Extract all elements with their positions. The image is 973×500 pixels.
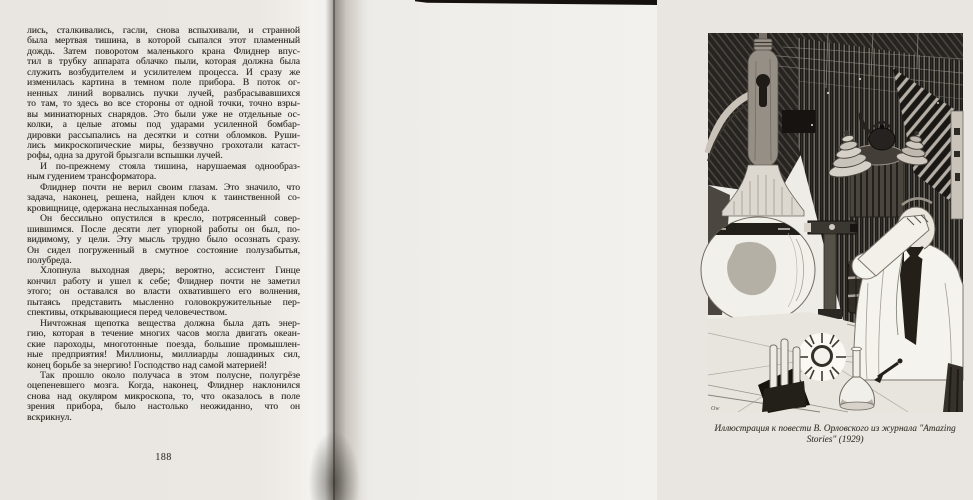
text-line: вы миниатюрных снарядов. Это были уже не отдельные ос- xyxy=(27,108,300,120)
body-text xyxy=(27,26,300,423)
text-line: рофы, одна за другой брызгали вспышки лучей. xyxy=(27,150,223,162)
text-line: то там, то здесь во все стороны от одной точки, точно взры- xyxy=(27,98,300,110)
text-line: спективы, открывающиеся перед человечеством. xyxy=(27,307,228,319)
text-line: изменилась картина в темном поле прибора. В поток ог- xyxy=(27,77,300,89)
text-line: кровищнице, одержана неслыханная победа. xyxy=(27,202,210,214)
caption-line-1: Иллюстрация к повести В. Орловского из журнала "Amazing xyxy=(714,424,956,434)
text-line: ные предприятия! Миллионы, миллиарды лошадиных сил, xyxy=(27,349,300,361)
laboratory-illustration xyxy=(708,33,963,412)
text-line: полубреда. xyxy=(27,254,72,266)
text-line: зрения прибора, было настолько неожиданно, что он xyxy=(27,401,300,413)
text-line: лись, сталкивались, гасли, снова вспыхивали, и странной xyxy=(27,25,300,36)
text-line: Хлопнула выходная дверь; вероятно, ассистент Гинце xyxy=(40,265,300,277)
right-page xyxy=(345,0,956,500)
text-line: этого; он оставался во власти охватившего его волнения, xyxy=(27,286,300,298)
text-line: ские пароходы, многотонные поезда, большие промышлен- xyxy=(27,338,300,350)
text-line: шившимся. После десяти лет упорной работы он был, по- xyxy=(27,223,300,235)
text-line: ным гудением трансформатора. xyxy=(27,171,157,183)
right-pillar xyxy=(951,111,963,219)
text-line: Ничтожная щепотка вещества должна была дать энер- xyxy=(40,317,300,329)
column-apparatus xyxy=(748,33,778,167)
artist-signature: Ow xyxy=(711,406,720,412)
text-line: гию, которая в течение многих часов могла двигать океан- xyxy=(27,328,300,340)
text-line: служить возбудителем и усилителем процесса. И сразу же xyxy=(27,66,300,78)
text-line: Так прошло около получаса в этом полусне, полугрёзе xyxy=(40,369,300,381)
text-line: кончил работу и ушел к себе; Флиднер почти не заметил xyxy=(27,275,300,287)
text-line: вскрикнул. xyxy=(27,411,72,423)
text-line: колки, а целые атомы под ударами усиленной бомбар- xyxy=(27,119,300,131)
text-line: лись микроскопические миры, беззвучно грохотали катаст- xyxy=(27,139,300,151)
text-line: И по-прежнему стояла тишина, нарушаемая однообраз- xyxy=(40,160,300,172)
text-line: тил в трубку аппарата облачко пыли, которая должна была xyxy=(27,56,300,68)
text-line: конец борьбе за энергию! Господство над самой материей! xyxy=(27,359,268,371)
text-line: снова над окуляром микроскопа, то, что оказалось в поле xyxy=(27,390,300,402)
text-line: Он сидел погруженный в смутное состояние полузабытья, xyxy=(27,244,300,256)
text-line: дировки рассыпались на десятки и сотни обломков. Руши- xyxy=(27,129,300,141)
text-line: оцепеневшего мозга. Когда, наконец, Флиднер наклонился xyxy=(27,380,300,392)
text-line: ненных линий ворвались пучки лучей, разбрасывавшихся xyxy=(27,87,300,99)
text-line: была мертвая тишина, в которой сыпался этот пламенный xyxy=(27,35,300,47)
book-gutter-shadow xyxy=(308,430,360,500)
text-line: пытаясь представить мысленно головокружительные пер- xyxy=(27,296,300,308)
starburst-glow xyxy=(798,333,846,381)
left-page xyxy=(0,0,345,500)
text-line: задача, наконец, решена, найден ключ к таинственной со- xyxy=(27,192,300,204)
text-line: Он бессильно опустился в кресло, потрясенный совер- xyxy=(40,213,300,225)
text-line: дождь. Затем поворотом маленького крана Флиднер впус- xyxy=(27,45,300,57)
illustration-caption xyxy=(697,424,973,446)
text-line: видимому, у цели. Эту мысль трудно было осознать сразу. xyxy=(27,234,300,246)
text-line: Флиднер почти не верил своим глазам. Это значило, что xyxy=(40,181,300,193)
page-number: 188 xyxy=(155,452,172,463)
book-gutter-fold-line xyxy=(333,0,335,500)
caption-line-2: Stories" (1929) xyxy=(806,435,864,445)
